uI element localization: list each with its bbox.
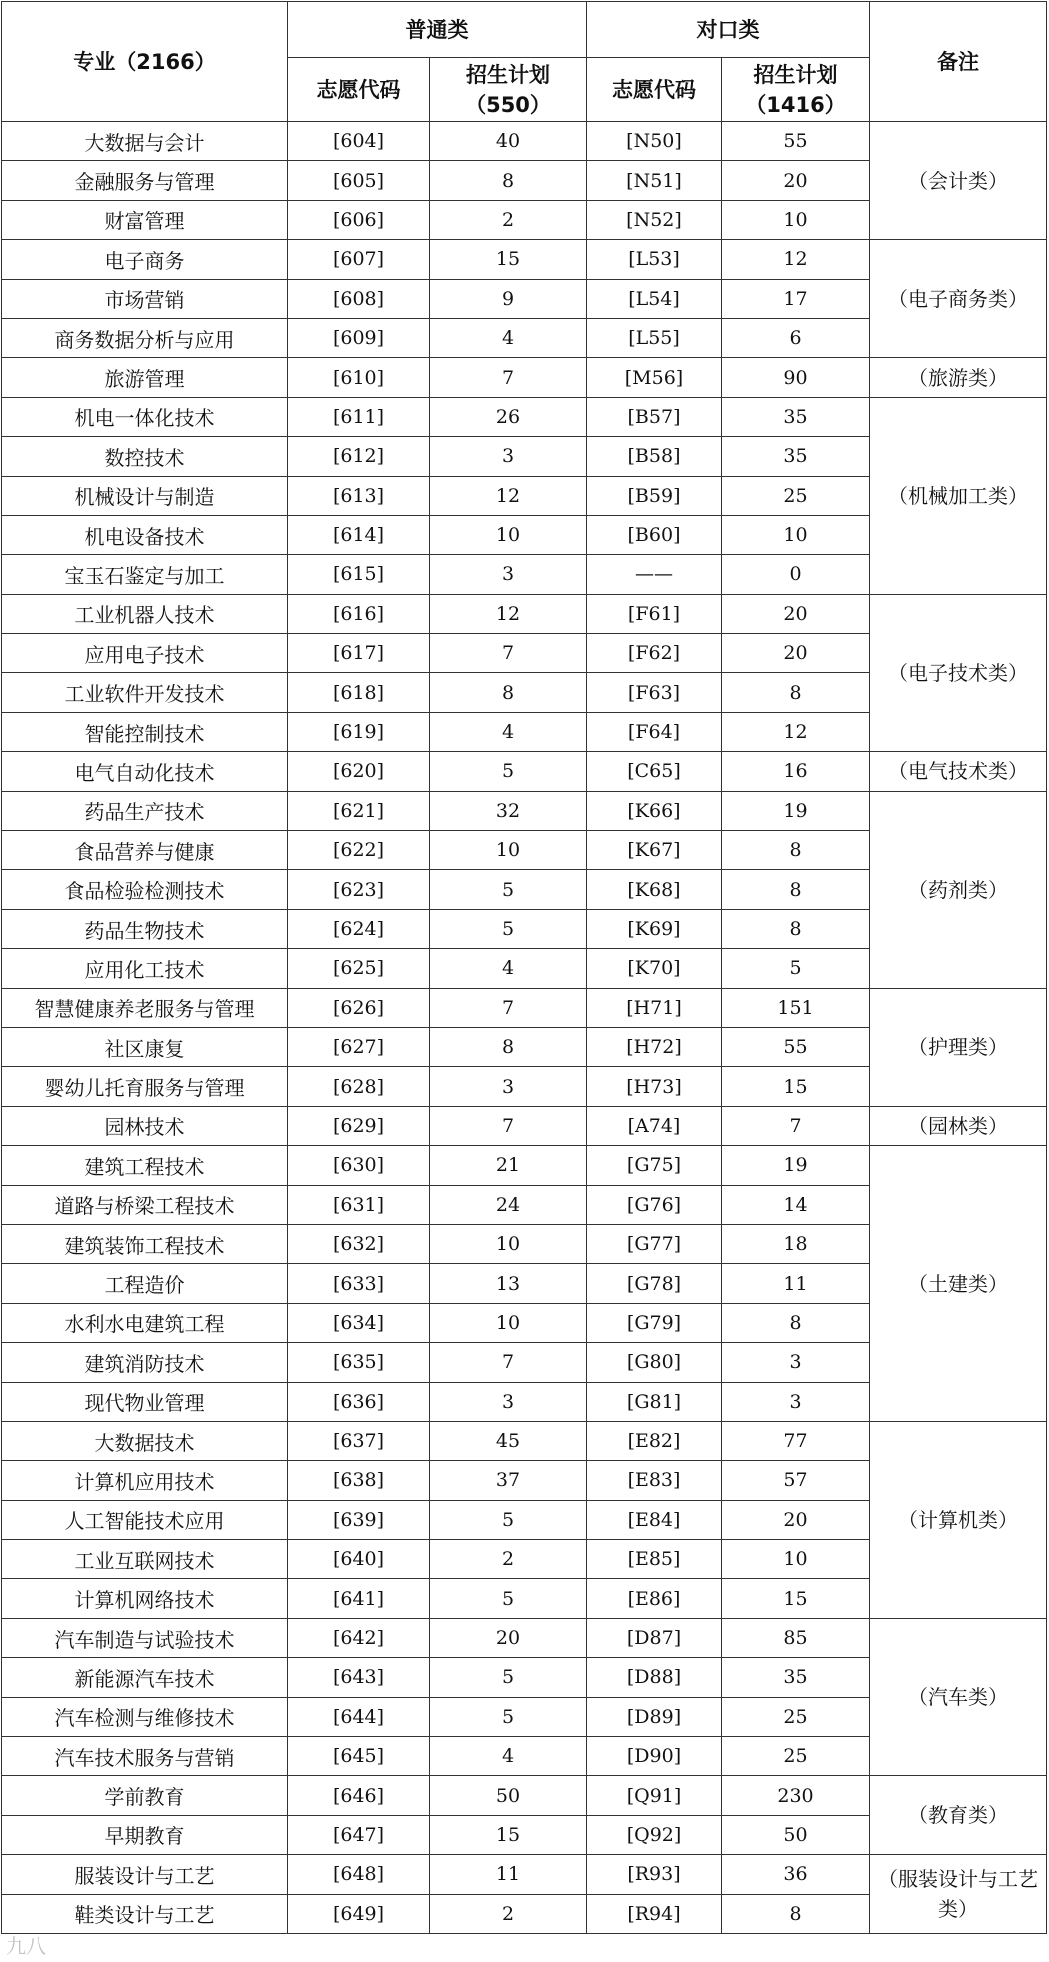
vocational-code-cell: [Q92] bbox=[587, 1815, 722, 1854]
major-cell: 大数据技术 bbox=[2, 1421, 288, 1460]
general-code-cell: [625] bbox=[288, 949, 430, 988]
table-row bbox=[2, 594, 1047, 633]
vocational-plan-cell: 12 bbox=[722, 240, 870, 279]
vocational-plan-cell: 18 bbox=[722, 1224, 870, 1263]
vocational-plan-label: 招生计划 bbox=[753, 62, 838, 87]
major-cell: 机电设备技术 bbox=[2, 515, 288, 554]
general-code-cell: [624] bbox=[288, 909, 430, 948]
vocational-code-cell: [H72] bbox=[587, 1027, 722, 1066]
major-cell: 水利水电建筑工程 bbox=[2, 1303, 288, 1342]
major-cell: 社区康复 bbox=[2, 1027, 288, 1066]
vocational-plan-cell: 8 bbox=[722, 1894, 870, 1933]
table-row bbox=[2, 1618, 1047, 1657]
general-code-header: 志愿代码 bbox=[288, 58, 430, 122]
vocational-code-cell: [G80] bbox=[587, 1343, 722, 1382]
general-code-cell: [629] bbox=[288, 1106, 430, 1145]
general-code-cell: [620] bbox=[288, 752, 430, 791]
general-plan-cell: 21 bbox=[430, 1146, 587, 1185]
major-cell: 电气自动化技术 bbox=[2, 752, 288, 791]
vocational-plan-cell: 7 bbox=[722, 1106, 870, 1145]
major-cell: 服装设计与工艺 bbox=[2, 1855, 288, 1894]
general-plan-cell: 7 bbox=[430, 634, 587, 673]
vocational-code-cell: [G79] bbox=[587, 1303, 722, 1342]
vocational-plan-cell: 230 bbox=[722, 1776, 870, 1815]
vocational-code-cell: [G75] bbox=[587, 1146, 722, 1185]
vocational-plan-cell: 55 bbox=[722, 122, 870, 161]
vocational-code-cell: [N51] bbox=[587, 161, 722, 200]
general-code-cell: [632] bbox=[288, 1224, 430, 1263]
general-plan-cell: 3 bbox=[430, 555, 587, 594]
major-cell: 工程造价 bbox=[2, 1264, 288, 1303]
vocational-plan-cell: 77 bbox=[722, 1421, 870, 1460]
general-code-cell: [623] bbox=[288, 870, 430, 909]
vocational-plan-cell: 151 bbox=[722, 988, 870, 1027]
major-cell: 学前教育 bbox=[2, 1776, 288, 1815]
vocational-plan-cell: 16 bbox=[722, 752, 870, 791]
table-row bbox=[2, 791, 1047, 830]
table-row bbox=[2, 122, 1047, 161]
vocational-plan-cell: 8 bbox=[722, 1303, 870, 1342]
remark-cell: （土建类） bbox=[870, 1146, 1047, 1422]
vocational-plan-cell: 57 bbox=[722, 1461, 870, 1500]
general-code-cell: [637] bbox=[288, 1421, 430, 1460]
general-plan-cell: 45 bbox=[430, 1421, 587, 1460]
major-cell: 工业软件开发技术 bbox=[2, 673, 288, 712]
general-plan-cell: 4 bbox=[430, 712, 587, 751]
table-header bbox=[2, 2, 1047, 122]
vocational-code-cell: [E84] bbox=[587, 1500, 722, 1539]
major-cell: 智慧健康养老服务与管理 bbox=[2, 988, 288, 1027]
table-row bbox=[2, 240, 1047, 279]
general-code-cell: [615] bbox=[288, 555, 430, 594]
general-plan-cell: 4 bbox=[430, 1737, 587, 1776]
general-plan-cell: 2 bbox=[430, 1540, 587, 1579]
vocational-plan-cell: 12 bbox=[722, 712, 870, 751]
major-cell: 工业互联网技术 bbox=[2, 1540, 288, 1579]
vocational-code-cell: [D90] bbox=[587, 1737, 722, 1776]
general-plan-cell: 10 bbox=[430, 515, 587, 554]
general-plan-cell: 24 bbox=[430, 1185, 587, 1224]
general-plan-cell: 7 bbox=[430, 1343, 587, 1382]
general-plan-cell: 15 bbox=[430, 240, 587, 279]
vocational-plan-cell: 8 bbox=[722, 870, 870, 909]
major-cell: 工业机器人技术 bbox=[2, 594, 288, 633]
vocational-code-cell: [R94] bbox=[587, 1894, 722, 1933]
major-cell: 宝玉石鉴定与加工 bbox=[2, 555, 288, 594]
major-cell: 人工智能技术应用 bbox=[2, 1500, 288, 1539]
major-cell: 园林技术 bbox=[2, 1106, 288, 1145]
general-code-cell: [641] bbox=[288, 1579, 430, 1618]
major-cell: 现代物业管理 bbox=[2, 1382, 288, 1421]
vocational-code-cell: [R93] bbox=[587, 1855, 722, 1894]
vocational-code-cell: —— bbox=[587, 555, 722, 594]
general-plan-cell: 26 bbox=[430, 397, 587, 436]
general-code-cell: [610] bbox=[288, 358, 430, 397]
major-cell: 财富管理 bbox=[2, 200, 288, 239]
vocational-plan-cell: 55 bbox=[722, 1027, 870, 1066]
table-row bbox=[2, 752, 1047, 791]
vocational-code-cell: [E83] bbox=[587, 1461, 722, 1500]
table-row bbox=[2, 988, 1047, 1027]
vocational-plan-cell: 85 bbox=[722, 1618, 870, 1657]
major-cell: 建筑装饰工程技术 bbox=[2, 1224, 288, 1263]
major-cell: 智能控制技术 bbox=[2, 712, 288, 751]
major-cell: 金融服务与管理 bbox=[2, 161, 288, 200]
vocational-code-cell: [K68] bbox=[587, 870, 722, 909]
major-cell: 婴幼儿托育服务与管理 bbox=[2, 1067, 288, 1106]
general-code-cell: [643] bbox=[288, 1658, 430, 1697]
general-code-cell: [635] bbox=[288, 1343, 430, 1382]
general-code-cell: [628] bbox=[288, 1067, 430, 1106]
major-cell: 道路与桥梁工程技术 bbox=[2, 1185, 288, 1224]
major-cell: 汽车制造与试验技术 bbox=[2, 1618, 288, 1657]
table-row bbox=[2, 1146, 1047, 1185]
vocational-code-cell: [K66] bbox=[587, 791, 722, 830]
vocational-code-cell: [B58] bbox=[587, 437, 722, 476]
vocational-code-cell: [M56] bbox=[587, 358, 722, 397]
general-plan-cell: 10 bbox=[430, 831, 587, 870]
vocational-code-cell: [K67] bbox=[587, 831, 722, 870]
vocational-code-cell: [B59] bbox=[587, 476, 722, 515]
general-plan-total: （550） bbox=[465, 92, 551, 117]
general-plan-cell: 32 bbox=[430, 791, 587, 830]
vocational-plan-cell: 8 bbox=[722, 673, 870, 712]
table-row bbox=[2, 1776, 1047, 1815]
remark-cell: （计算机类） bbox=[870, 1421, 1047, 1618]
major-cell: 机电一体化技术 bbox=[2, 397, 288, 436]
vocational-code-cell: [F62] bbox=[587, 634, 722, 673]
remark-cell: （教育类） bbox=[870, 1776, 1047, 1855]
vocational-plan-cell: 3 bbox=[722, 1343, 870, 1382]
general-plan-cell: 5 bbox=[430, 1658, 587, 1697]
table-row bbox=[2, 397, 1047, 436]
vocational-code-cell: [C65] bbox=[587, 752, 722, 791]
general-plan-cell: 8 bbox=[430, 673, 587, 712]
general-plan-cell: 5 bbox=[430, 870, 587, 909]
table-row bbox=[2, 358, 1047, 397]
vocational-plan-cell: 35 bbox=[722, 397, 870, 436]
vocational-code-cell: [B57] bbox=[587, 397, 722, 436]
major-cell: 机械设计与制造 bbox=[2, 476, 288, 515]
vocational-plan-cell: 3 bbox=[722, 1382, 870, 1421]
vocational-plan-cell: 19 bbox=[722, 1146, 870, 1185]
vocational-code-cell: [K70] bbox=[587, 949, 722, 988]
general-plan-cell: 3 bbox=[430, 437, 587, 476]
major-cell: 旅游管理 bbox=[2, 358, 288, 397]
general-plan-header bbox=[430, 58, 587, 122]
general-plan-cell: 3 bbox=[430, 1382, 587, 1421]
general-plan-cell: 5 bbox=[430, 909, 587, 948]
general-code-cell: [608] bbox=[288, 279, 430, 318]
general-plan-cell: 8 bbox=[430, 161, 587, 200]
vocational-plan-header bbox=[722, 58, 870, 122]
vocational-plan-total: （1416） bbox=[745, 92, 846, 117]
general-plan-label: 招生计划 bbox=[466, 62, 550, 87]
vocational-plan-cell: 10 bbox=[722, 1540, 870, 1579]
remark-cell: （药剂类） bbox=[870, 791, 1047, 988]
general-code-cell: [616] bbox=[288, 594, 430, 633]
remark-cell: （会计类） bbox=[870, 122, 1047, 240]
major-cell: 汽车技术服务与营销 bbox=[2, 1737, 288, 1776]
major-cell: 早期教育 bbox=[2, 1815, 288, 1854]
vocational-code-cell: [H73] bbox=[587, 1067, 722, 1106]
general-plan-cell: 12 bbox=[430, 476, 587, 515]
vocational-code-cell: [L53] bbox=[587, 240, 722, 279]
general-code-cell: [647] bbox=[288, 1815, 430, 1854]
vocational-code-cell: [G76] bbox=[587, 1185, 722, 1224]
general-code-cell: [634] bbox=[288, 1303, 430, 1342]
general-plan-cell: 7 bbox=[430, 1106, 587, 1145]
vocational-code-cell: [E82] bbox=[587, 1421, 722, 1460]
vocational-code-cell: [F64] bbox=[587, 712, 722, 751]
remark-cell: （服装设计与工艺类） bbox=[870, 1855, 1047, 1934]
vocational-plan-cell: 50 bbox=[722, 1815, 870, 1854]
vocational-plan-cell: 35 bbox=[722, 437, 870, 476]
vocational-plan-cell: 17 bbox=[722, 279, 870, 318]
major-cell: 食品营养与健康 bbox=[2, 831, 288, 870]
vocational-plan-cell: 15 bbox=[722, 1579, 870, 1618]
general-plan-cell: 2 bbox=[430, 1894, 587, 1933]
general-code-cell: [604] bbox=[288, 122, 430, 161]
general-code-cell: [612] bbox=[288, 437, 430, 476]
vocational-code-cell: [E86] bbox=[587, 1579, 722, 1618]
general-plan-cell: 8 bbox=[430, 1027, 587, 1066]
vocational-plan-cell: 6 bbox=[722, 318, 870, 357]
general-code-cell: [622] bbox=[288, 831, 430, 870]
table-row bbox=[2, 1855, 1047, 1894]
general-code-cell: [621] bbox=[288, 791, 430, 830]
major-cell: 建筑消防技术 bbox=[2, 1343, 288, 1382]
vocational-plan-cell: 10 bbox=[722, 200, 870, 239]
general-plan-cell: 5 bbox=[430, 752, 587, 791]
major-column-header: 专业（2166） bbox=[2, 2, 288, 122]
vocational-code-header: 志愿代码 bbox=[587, 58, 722, 122]
vocational-group-header: 对口类 bbox=[587, 2, 870, 58]
watermark-logo: 九八 bbox=[6, 1934, 46, 1958]
vocational-code-cell: [L55] bbox=[587, 318, 722, 357]
vocational-code-cell: [B60] bbox=[587, 515, 722, 554]
remark-cell: （电子技术类） bbox=[870, 594, 1047, 752]
general-plan-cell: 9 bbox=[430, 279, 587, 318]
general-plan-cell: 20 bbox=[430, 1618, 587, 1657]
vocational-plan-cell: 90 bbox=[722, 358, 870, 397]
vocational-code-cell: [D89] bbox=[587, 1697, 722, 1736]
general-plan-cell: 7 bbox=[430, 988, 587, 1027]
general-plan-cell: 3 bbox=[430, 1067, 587, 1106]
general-plan-cell: 40 bbox=[430, 122, 587, 161]
vocational-code-cell: [N50] bbox=[587, 122, 722, 161]
major-cell: 药品生物技术 bbox=[2, 909, 288, 948]
general-code-cell: [605] bbox=[288, 161, 430, 200]
general-plan-cell: 11 bbox=[430, 1855, 587, 1894]
vocational-plan-cell: 20 bbox=[722, 1500, 870, 1539]
general-code-cell: [611] bbox=[288, 397, 430, 436]
major-cell: 计算机应用技术 bbox=[2, 1461, 288, 1500]
remark-cell: （护理类） bbox=[870, 988, 1047, 1106]
vocational-code-cell: [F61] bbox=[587, 594, 722, 633]
general-code-cell: [646] bbox=[288, 1776, 430, 1815]
vocational-code-cell: [G77] bbox=[587, 1224, 722, 1263]
remark-cell: （园林类） bbox=[870, 1106, 1047, 1145]
vocational-code-cell: [Q91] bbox=[587, 1776, 722, 1815]
remark-cell: （机械加工类） bbox=[870, 397, 1047, 594]
general-code-cell: [642] bbox=[288, 1618, 430, 1657]
table-row bbox=[2, 1421, 1047, 1460]
vocational-code-cell: [D87] bbox=[587, 1618, 722, 1657]
vocational-plan-cell: 36 bbox=[722, 1855, 870, 1894]
vocational-code-cell: [A74] bbox=[587, 1106, 722, 1145]
general-code-cell: [633] bbox=[288, 1264, 430, 1303]
general-code-cell: [649] bbox=[288, 1894, 430, 1933]
table-body bbox=[2, 122, 1047, 1934]
vocational-plan-cell: 14 bbox=[722, 1185, 870, 1224]
general-plan-cell: 13 bbox=[430, 1264, 587, 1303]
major-cell: 汽车检测与维修技术 bbox=[2, 1697, 288, 1736]
vocational-code-cell: [N52] bbox=[587, 200, 722, 239]
major-cell: 鞋类设计与工艺 bbox=[2, 1894, 288, 1933]
vocational-plan-cell: 0 bbox=[722, 555, 870, 594]
vocational-plan-cell: 25 bbox=[722, 1697, 870, 1736]
general-code-cell: [640] bbox=[288, 1540, 430, 1579]
general-plan-cell: 5 bbox=[430, 1579, 587, 1618]
general-plan-cell: 15 bbox=[430, 1815, 587, 1854]
general-code-cell: [609] bbox=[288, 318, 430, 357]
vocational-plan-cell: 20 bbox=[722, 161, 870, 200]
vocational-code-cell: [E85] bbox=[587, 1540, 722, 1579]
general-code-cell: [627] bbox=[288, 1027, 430, 1066]
vocational-plan-cell: 19 bbox=[722, 791, 870, 830]
general-plan-cell: 12 bbox=[430, 594, 587, 633]
general-plan-cell: 2 bbox=[430, 200, 587, 239]
general-code-cell: [617] bbox=[288, 634, 430, 673]
general-plan-cell: 4 bbox=[430, 949, 587, 988]
remark-cell: （汽车类） bbox=[870, 1618, 1047, 1776]
vocational-plan-cell: 20 bbox=[722, 634, 870, 673]
remarks-column-header: 备注 bbox=[870, 2, 1047, 122]
table-row bbox=[2, 1106, 1047, 1145]
vocational-plan-cell: 15 bbox=[722, 1067, 870, 1106]
general-plan-cell: 7 bbox=[430, 358, 587, 397]
general-code-cell: [607] bbox=[288, 240, 430, 279]
general-plan-cell: 37 bbox=[430, 1461, 587, 1500]
vocational-plan-cell: 10 bbox=[722, 515, 870, 554]
remark-cell: （电子商务类） bbox=[870, 240, 1047, 358]
major-cell: 食品检验检测技术 bbox=[2, 870, 288, 909]
remark-cell: （电气技术类） bbox=[870, 752, 1047, 791]
general-plan-cell: 4 bbox=[430, 318, 587, 357]
major-cell: 药品生产技术 bbox=[2, 791, 288, 830]
general-plan-cell: 5 bbox=[430, 1697, 587, 1736]
vocational-plan-cell: 8 bbox=[722, 831, 870, 870]
vocational-code-cell: [K69] bbox=[587, 909, 722, 948]
general-code-cell: [631] bbox=[288, 1185, 430, 1224]
major-cell: 商务数据分析与应用 bbox=[2, 318, 288, 357]
remark-cell: （旅游类） bbox=[870, 358, 1047, 397]
general-code-cell: [645] bbox=[288, 1737, 430, 1776]
vocational-code-cell: [F63] bbox=[587, 673, 722, 712]
general-plan-cell: 50 bbox=[430, 1776, 587, 1815]
vocational-code-cell: [H71] bbox=[587, 988, 722, 1027]
major-cell: 大数据与会计 bbox=[2, 122, 288, 161]
vocational-plan-cell: 35 bbox=[722, 1658, 870, 1697]
vocational-plan-cell: 20 bbox=[722, 594, 870, 633]
general-group-header: 普通类 bbox=[288, 2, 587, 58]
vocational-code-cell: [L54] bbox=[587, 279, 722, 318]
enrollment-plan-table bbox=[1, 1, 1047, 1934]
general-code-cell: [630] bbox=[288, 1146, 430, 1185]
major-cell: 电子商务 bbox=[2, 240, 288, 279]
major-cell: 计算机网络技术 bbox=[2, 1579, 288, 1618]
vocational-code-cell: [G81] bbox=[587, 1382, 722, 1421]
general-code-cell: [606] bbox=[288, 200, 430, 239]
general-code-cell: [614] bbox=[288, 515, 430, 554]
vocational-plan-cell: 25 bbox=[722, 1737, 870, 1776]
general-code-cell: [626] bbox=[288, 988, 430, 1027]
general-code-cell: [619] bbox=[288, 712, 430, 751]
general-code-cell: [638] bbox=[288, 1461, 430, 1500]
vocational-plan-cell: 8 bbox=[722, 909, 870, 948]
major-cell: 数控技术 bbox=[2, 437, 288, 476]
vocational-plan-cell: 5 bbox=[722, 949, 870, 988]
major-cell: 应用电子技术 bbox=[2, 634, 288, 673]
general-code-cell: [639] bbox=[288, 1500, 430, 1539]
vocational-code-cell: [D88] bbox=[587, 1658, 722, 1697]
major-cell: 新能源汽车技术 bbox=[2, 1658, 288, 1697]
vocational-code-cell: [G78] bbox=[587, 1264, 722, 1303]
general-plan-cell: 10 bbox=[430, 1303, 587, 1342]
general-code-cell: [636] bbox=[288, 1382, 430, 1421]
major-cell: 应用化工技术 bbox=[2, 949, 288, 988]
general-code-cell: [618] bbox=[288, 673, 430, 712]
general-plan-cell: 5 bbox=[430, 1500, 587, 1539]
general-plan-cell: 10 bbox=[430, 1224, 587, 1263]
general-code-cell: [644] bbox=[288, 1697, 430, 1736]
major-cell: 市场营销 bbox=[2, 279, 288, 318]
major-cell: 建筑工程技术 bbox=[2, 1146, 288, 1185]
general-code-cell: [613] bbox=[288, 476, 430, 515]
general-code-cell: [648] bbox=[288, 1855, 430, 1894]
vocational-plan-cell: 11 bbox=[722, 1264, 870, 1303]
vocational-plan-cell: 25 bbox=[722, 476, 870, 515]
